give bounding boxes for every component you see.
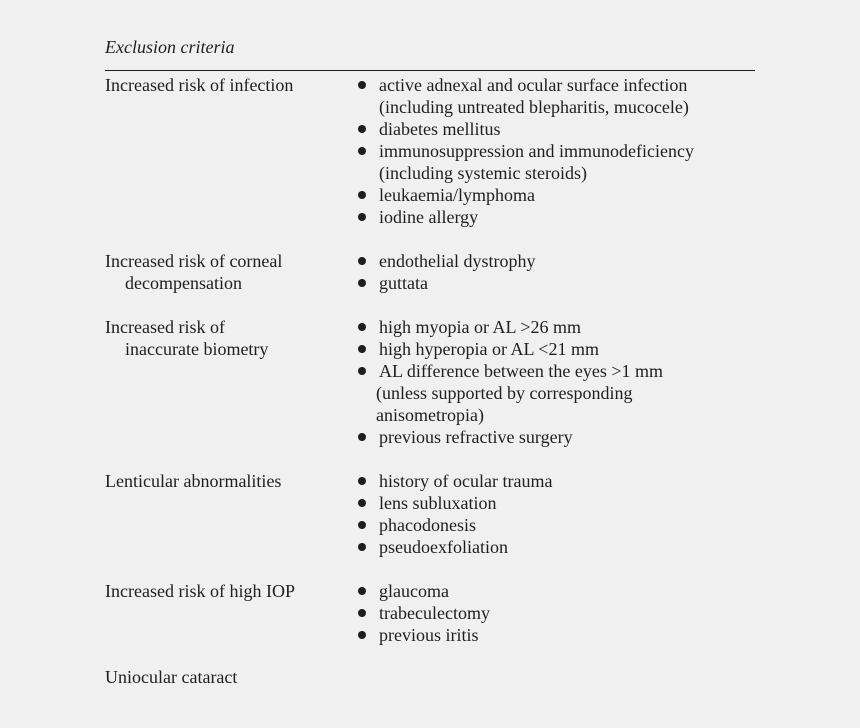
list-item xyxy=(355,360,755,426)
bullet-icon xyxy=(358,257,366,265)
item-text: high hyperopia or AL <21 mm xyxy=(379,339,599,359)
criteria-category xyxy=(105,580,355,602)
criteria-category xyxy=(105,250,355,294)
item-text: glaucoma xyxy=(379,581,449,601)
list-item xyxy=(355,250,755,272)
bullet-icon xyxy=(358,631,366,639)
bullet-icon xyxy=(358,125,366,133)
list-item xyxy=(355,272,755,294)
list-item xyxy=(355,338,755,360)
list-item xyxy=(355,118,755,140)
category-line: Increased risk of high IOP xyxy=(105,581,295,601)
item-text: trabeculectomy xyxy=(379,603,490,623)
category-line: Increased risk of corneal xyxy=(105,251,283,271)
category-line: Increased risk of xyxy=(105,317,225,337)
item-continuation: anisometropia) xyxy=(376,405,484,425)
criteria-row xyxy=(105,316,755,448)
item-text: pseudoexfoliation xyxy=(379,537,508,557)
criteria-category xyxy=(105,316,355,360)
category-line: Lenticular abnormalities xyxy=(105,471,282,491)
criteria-item-list xyxy=(355,470,755,558)
list-item xyxy=(355,426,755,448)
bullet-icon xyxy=(358,543,366,551)
item-text: phacodonesis xyxy=(379,515,476,535)
bullet-icon xyxy=(358,323,366,331)
list-item xyxy=(355,602,755,624)
list-item xyxy=(355,580,755,602)
bullet-icon xyxy=(358,191,366,199)
list-item xyxy=(355,316,755,338)
list-item xyxy=(355,470,755,492)
bullet-icon xyxy=(358,367,366,375)
bullet-icon xyxy=(358,521,366,529)
criteria-category xyxy=(105,74,355,96)
item-text: high myopia or AL >26 mm xyxy=(379,317,581,337)
item-text: lens subluxation xyxy=(379,493,497,513)
criteria-item-list xyxy=(355,74,755,228)
list-item xyxy=(355,536,755,558)
item-continuation: (including untreated blepharitis, mucocele) xyxy=(379,97,689,117)
bullet-icon xyxy=(358,499,366,507)
criteria-row xyxy=(105,250,755,294)
criteria-row xyxy=(105,470,755,558)
item-continuation: (including systemic steroids) xyxy=(379,163,587,183)
criteria-item-list xyxy=(355,316,755,448)
criteria-row xyxy=(105,74,755,228)
item-text: active adnexal and ocular surface infection xyxy=(379,75,688,95)
item-text: immunosuppression and immunodeficiency xyxy=(379,141,694,161)
item-text: guttata xyxy=(379,273,428,293)
bullet-icon xyxy=(358,345,366,353)
item-text: history of ocular trauma xyxy=(379,471,553,491)
list-item xyxy=(355,184,755,206)
item-text: iodine allergy xyxy=(379,207,479,227)
criteria-row xyxy=(105,666,755,688)
table-caption: Exclusion criteria xyxy=(105,37,235,57)
item-text: AL difference between the eyes >1 mm xyxy=(379,361,664,381)
bullet-icon xyxy=(358,477,366,485)
list-item xyxy=(355,74,755,118)
category-line: decompensation xyxy=(125,273,242,293)
bullet-icon xyxy=(358,81,366,89)
criteria-item-list xyxy=(355,250,755,294)
bullet-icon xyxy=(358,609,366,617)
list-item xyxy=(355,140,755,184)
bullet-icon xyxy=(358,433,366,441)
criteria-category xyxy=(105,666,355,688)
bullet-icon xyxy=(358,147,366,155)
item-continuation: (unless supported by corresponding xyxy=(376,383,633,403)
criteria-row xyxy=(105,580,755,646)
item-text: previous iritis xyxy=(379,625,479,645)
criteria-category xyxy=(105,470,355,492)
bullet-icon xyxy=(358,213,366,221)
item-text: leukaemia/lymphoma xyxy=(379,185,535,205)
exclusion-criteria-table xyxy=(105,34,755,687)
category-line: Uniocular cataract xyxy=(105,667,238,687)
list-item xyxy=(355,206,755,228)
list-item xyxy=(355,624,755,646)
category-line: inaccurate biometry xyxy=(125,339,269,359)
item-text: diabetes mellitus xyxy=(379,119,501,139)
category-line: Increased risk of infection xyxy=(105,75,294,95)
item-text: endothelial dystrophy xyxy=(379,251,536,271)
list-item xyxy=(355,514,755,536)
item-text: previous refractive surgery xyxy=(379,427,573,447)
list-item xyxy=(355,492,755,514)
bullet-icon xyxy=(358,587,366,595)
criteria-item-list xyxy=(355,580,755,646)
bullet-icon xyxy=(358,279,366,287)
header-rule xyxy=(105,70,755,71)
